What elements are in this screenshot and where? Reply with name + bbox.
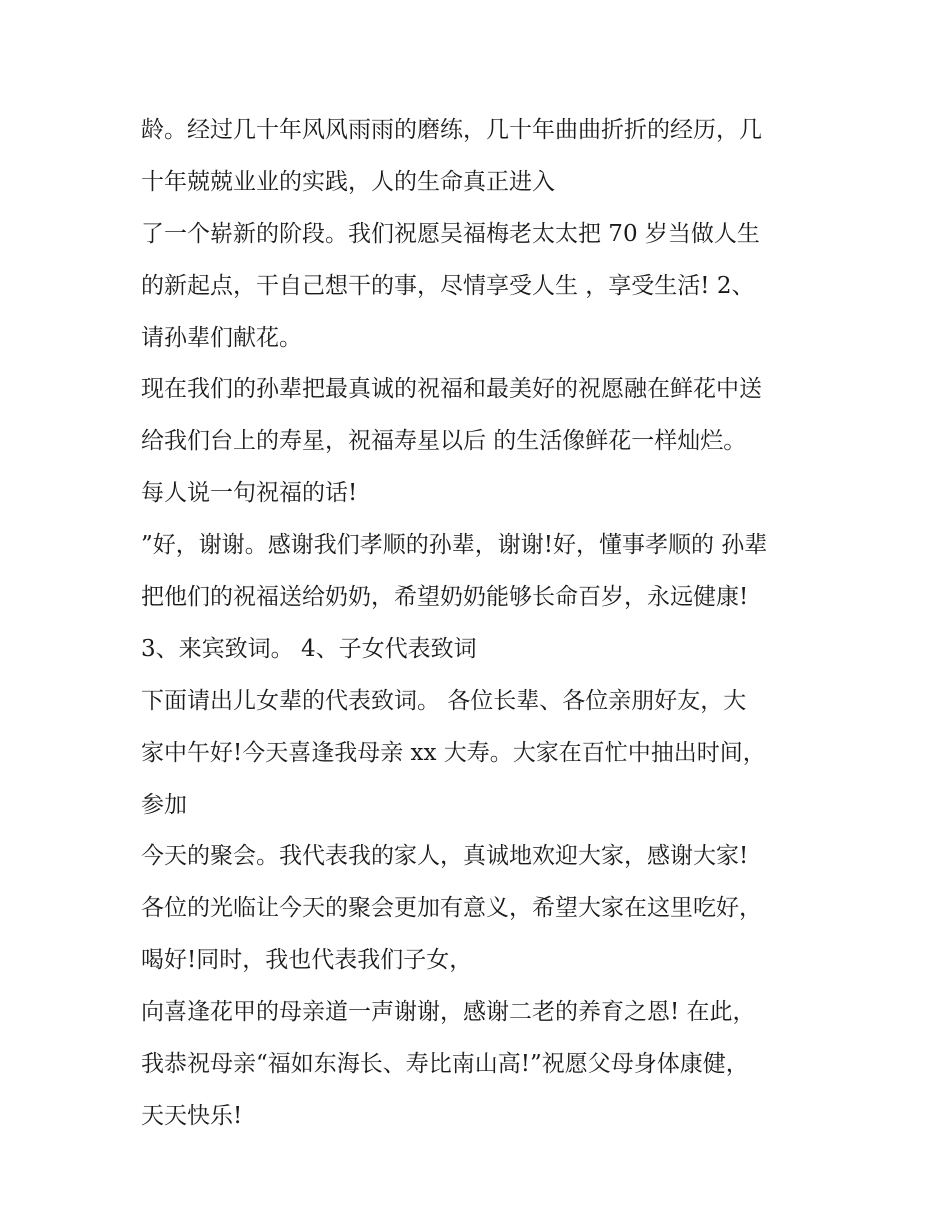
text-line: 参加 <box>141 791 187 818</box>
text-line: 了一个崭新的阶段。我们祝愿吴福梅老太太把 70 岁当做人生 <box>141 220 760 247</box>
text-line: 十年兢兢业业的实践，人的生命真正进入 <box>141 168 555 195</box>
text-line: 给我们台上的寿星，祝福寿星以后 的生活像鲜花一样灿烂。 <box>141 428 747 455</box>
text-line: ”好，谢谢。感谢我们孝顺的孙辈，谢谢!好，懂事孝顺的 孙辈 <box>141 532 768 559</box>
text-line: 现在我们的孙辈把最真诚的祝福和最美好的祝愿融在鲜花中送 <box>141 376 762 403</box>
text-line: 喝好!同时，我也代表我们子女， <box>141 947 473 974</box>
text-line: 每人说一句祝福的话! <box>141 480 358 507</box>
text-line: 家中午好!今天喜逢我母亲 xx 大寿。大家在百忙中抽出时间， <box>141 739 766 766</box>
text-line: 3、来宾致词。 4、子女代表致词 <box>141 635 477 662</box>
document-text <box>141 108 821 1146</box>
text-line: 向喜逢花甲的母亲道一声谢谢，感谢二老的养育之恩! 在此， <box>141 999 756 1026</box>
text-line: 我恭祝母亲“福如东海长、寿比南山高!”祝愿父母身体康健， <box>141 1051 749 1078</box>
text-line: 各位的光临让今天的聚会更加有意义，希望大家在这里吃好， <box>141 895 762 922</box>
text-line: 天天快乐! <box>141 1102 243 1129</box>
text-line: 的新起点，干自己想干的事，尽情享受人生 ，享受生活! 2、 <box>141 272 755 299</box>
text-line: 把他们的祝福送给奶奶，希望奶奶能够长命百岁，永远健康! <box>141 584 749 611</box>
text-line: 下面请出儿女辈的代表致词。 各位长辈、各位亲朋好友，大 <box>141 687 747 714</box>
text-line: 请孙辈们献花。 <box>141 324 302 351</box>
text-line: 龄。经过几十年风风雨雨的磨练，几十年曲曲折折的经历，几 <box>141 117 762 143</box>
text-line: 今天的聚会。我代表我的家人，真诚地欢迎大家，感谢大家! <box>141 843 749 870</box>
